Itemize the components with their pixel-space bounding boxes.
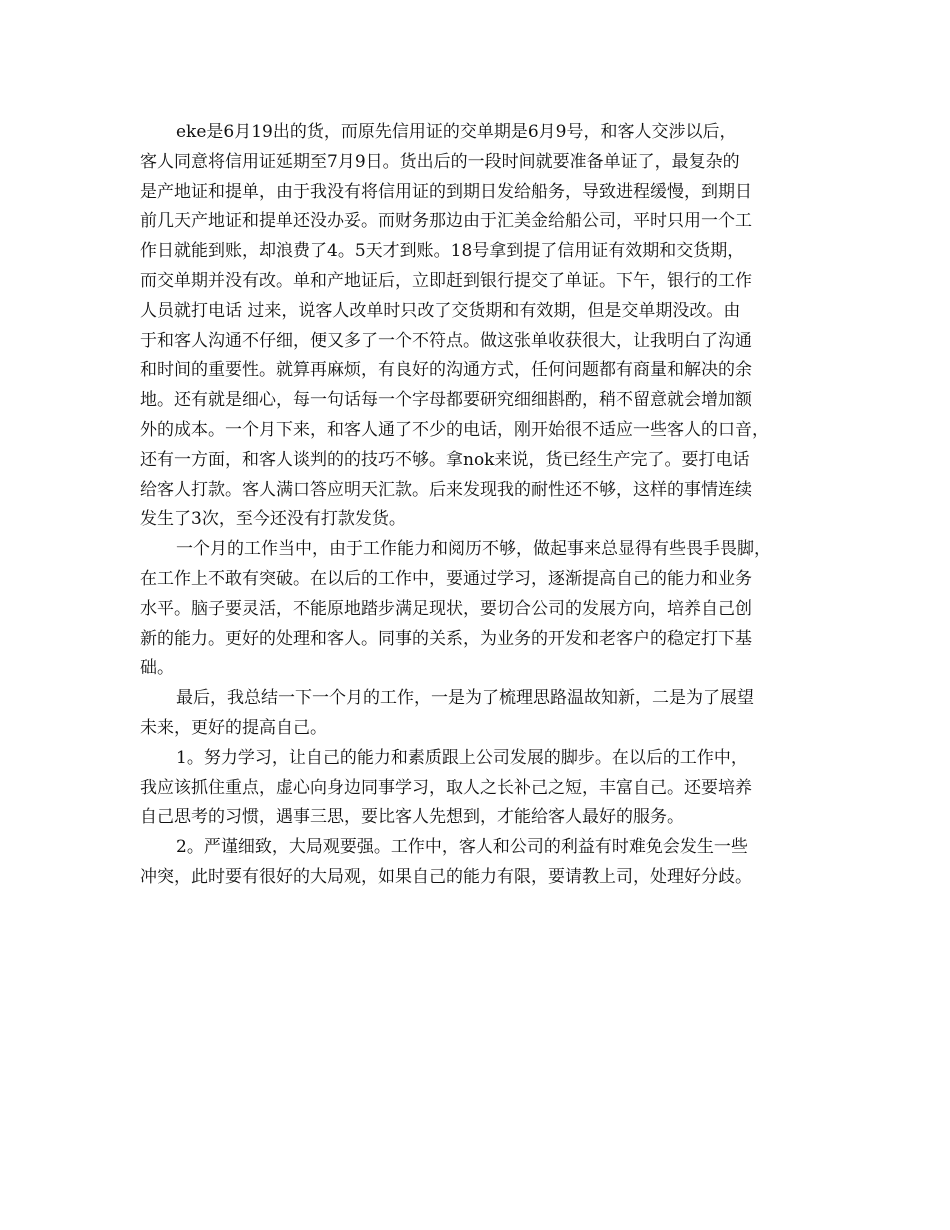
text-line: 新的能力。更好的处理和客人。同事的关系，为业务的开发和老客户的稳定打下基 xyxy=(140,628,752,649)
text-line: 我应该抓住重点，虚心向身边同事学习，取人之长补己之短，丰富自己。还要培养 xyxy=(140,777,752,798)
text-line: 于和客人沟通不仔细，便又多了一个不符点。做这张单收获很大，让我明白了沟通 xyxy=(140,330,752,351)
text-line: 是产地证和提单，由于我没有将信用证的到期日发给船务，导致进程缓慢，到期日 xyxy=(140,181,752,202)
text-line: 自己思考的习惯，遇事三思，要比客人先想到，才能给客人最好的服务。 xyxy=(140,807,684,828)
text-line: 1。努力学习，让自己的能力和素质跟上公司发展的脚步。在以后的工作中， xyxy=(176,747,748,768)
text-line: 础。 xyxy=(140,658,174,679)
paragraph-2 xyxy=(140,535,820,684)
paragraph-1 xyxy=(140,118,820,535)
text-line: 给客人打款。客人满口答应明天汇款。后来发现我的耐性还不够，这样的事情连续 xyxy=(140,479,752,500)
paragraph-3 xyxy=(140,684,820,744)
paragraph-4 xyxy=(140,744,820,833)
text-line: 水平。脑子要灵活，不能原地踏步满足现状，要切合公司的发展方向，培养自己创 xyxy=(140,598,752,619)
text-line: 客人同意将信用证延期至7月9日。货出后的一段时间就要准备单证了，最复杂的 xyxy=(140,151,740,172)
document-body xyxy=(140,118,820,893)
text-line: 人员就打电话 过来，说客人改单时只改了交货期和有效期，但是交单期没改。由 xyxy=(140,300,741,321)
text-line: 前几天产地证和提单还没办妥。而财务那边由于汇美金给船公司，平时只用一个工 xyxy=(140,211,752,232)
text-line: 在工作上不敢有突破。在以后的工作中，要通过学习，逐渐提高自己的能力和业务 xyxy=(140,568,752,589)
paragraph-5 xyxy=(140,833,820,893)
text-line: 外的成本。一个月下来，和客人通了不少的电话，刚开始很不适应一些客人的口音， xyxy=(140,419,769,440)
text-line: 和时间的重要性。就算再麻烦，有良好的沟通方式，任何问题都有商量和解决的余 xyxy=(140,360,752,381)
text-line: 作日就能到账，却浪费了4。5天才到账。18号拿到提了信用证有效期和交货期， xyxy=(140,241,745,262)
text-line: 地。还有就是细心，每一句话每一个字母都要研究细细斟酌，稍不留意就会增加额 xyxy=(140,390,752,411)
text-line: 发生了3次，至今还没有打款发货。 xyxy=(140,509,406,530)
text-line: eke是6月19出的货，而原先信用证的交单期是6月9号，和客人交涉以后， xyxy=(176,122,737,142)
text-line: 最后，我总结一下一个月的工作，一是为了梳理思路温故知新，二是为了展望 xyxy=(176,688,754,709)
text-line: 未来，更好的提高自己。 xyxy=(140,717,327,738)
text-line: 而交单期并没有改。单和产地证后，立即赶到银行提交了单证。下午，银行的工作 xyxy=(140,270,752,291)
text-line: 还有一方面，和客人谈判的的技巧不够。拿nok来说，货已经生产完了。要打电话 xyxy=(140,449,750,470)
text-line: 一个月的工作当中，由于工作能力和阅历不够，做起事来总显得有些畏手畏脚， xyxy=(176,539,771,560)
text-line: 冲突，此时要有很好的大局观，如果自己的能力有限，要请教上司，处理好分歧。 xyxy=(140,866,752,887)
text-line: 2。严谨细致，大局观要强。工作中，客人和公司的利益有时难免会发生一些 xyxy=(176,837,748,858)
